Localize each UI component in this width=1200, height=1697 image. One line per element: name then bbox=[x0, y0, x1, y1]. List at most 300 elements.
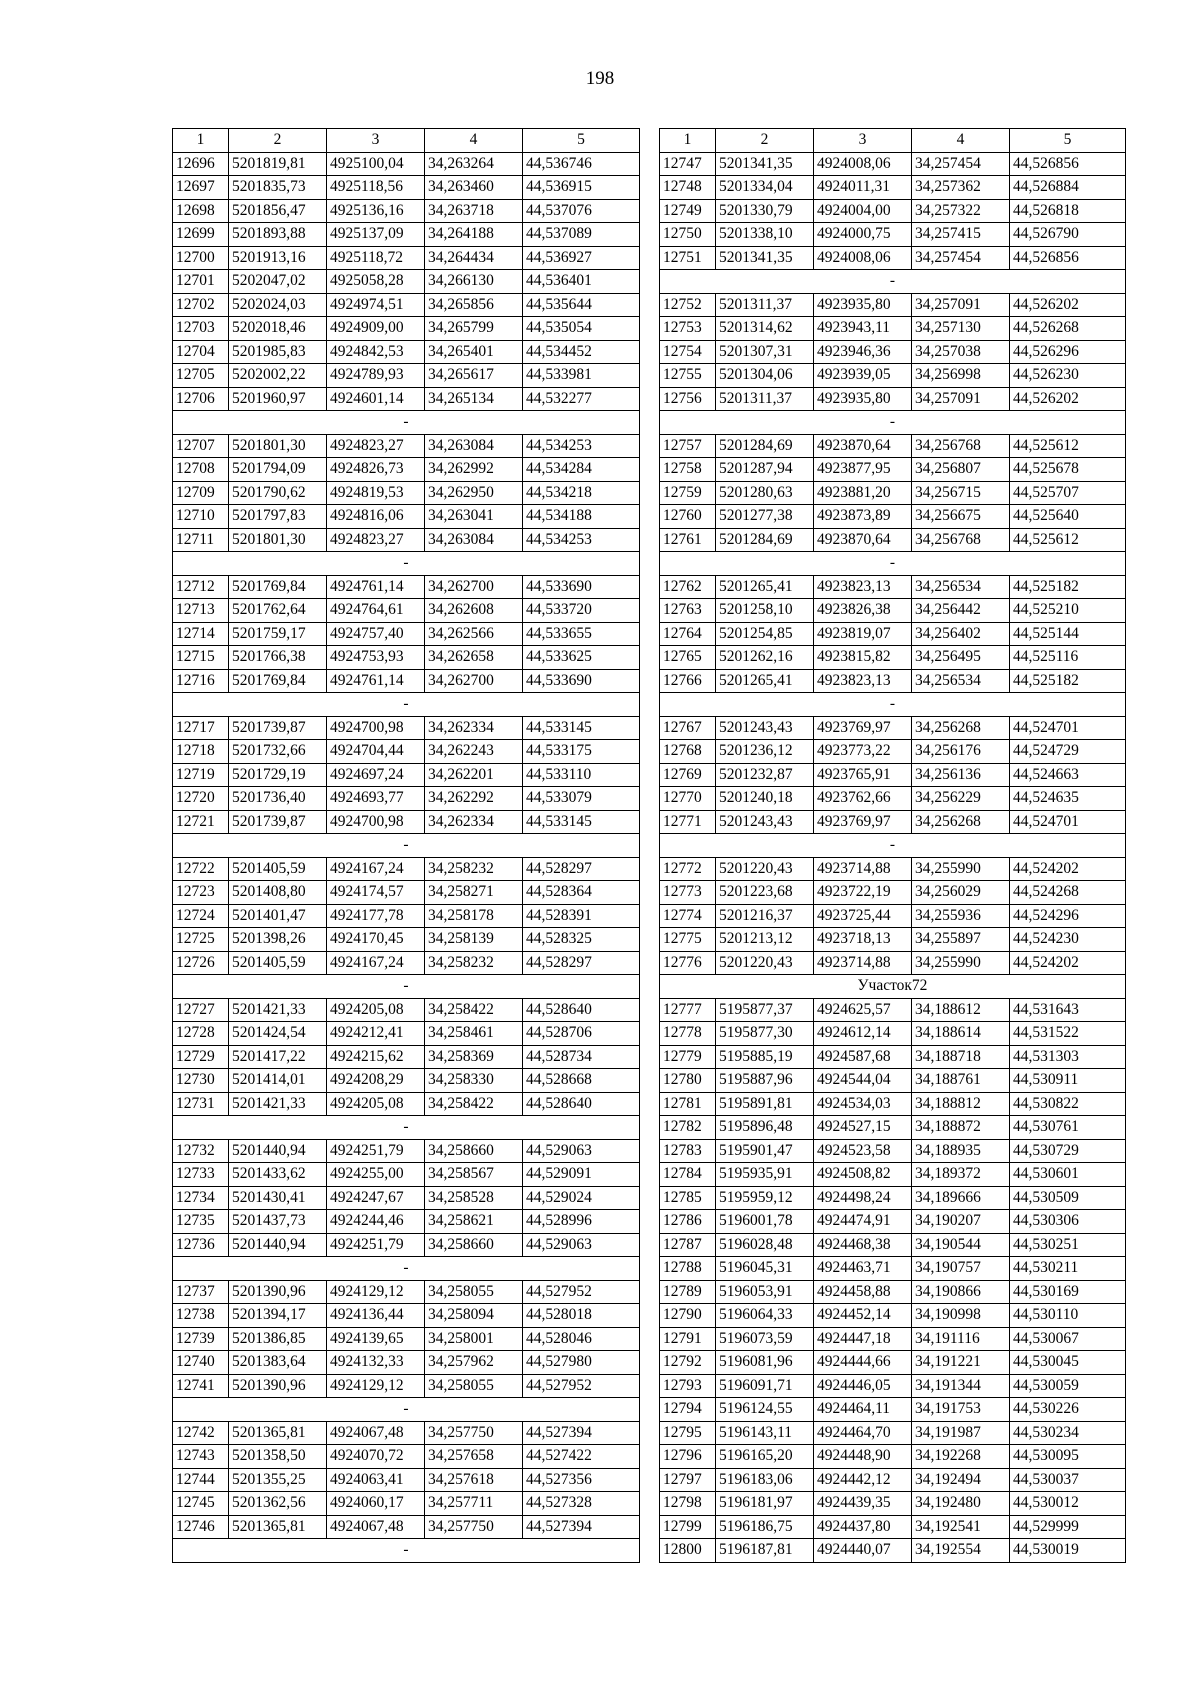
point-number-cell: 12799 bbox=[660, 1515, 716, 1539]
y-coordinate-cell: 4924527,15 bbox=[814, 1116, 912, 1140]
y-coordinate-cell: 4924447,18 bbox=[814, 1327, 912, 1351]
y-coordinate-cell: 4923769,97 bbox=[814, 716, 912, 740]
table-body bbox=[660, 152, 1126, 1562]
latitude-cell: 34,262700 bbox=[425, 669, 523, 693]
latitude-cell: 34,265856 bbox=[425, 293, 523, 317]
table-row bbox=[173, 1304, 640, 1328]
table-row bbox=[660, 951, 1126, 975]
longitude-cell: 44,533110 bbox=[523, 763, 640, 787]
y-coordinate-cell: 4924247,67 bbox=[327, 1186, 425, 1210]
x-coordinate-cell: 5196143,11 bbox=[716, 1421, 814, 1445]
latitude-cell: 34,256176 bbox=[912, 740, 1010, 764]
x-coordinate-cell: 5201985,83 bbox=[229, 340, 327, 364]
table-row bbox=[660, 1257, 1126, 1281]
x-coordinate-cell: 5201365,81 bbox=[229, 1515, 327, 1539]
table-row bbox=[660, 1304, 1126, 1328]
longitude-cell: 44,527356 bbox=[523, 1468, 640, 1492]
longitude-cell: 44,530911 bbox=[1010, 1069, 1126, 1093]
latitude-cell: 34,262608 bbox=[425, 599, 523, 623]
longitude-cell: 44,526856 bbox=[1010, 152, 1126, 176]
longitude-cell: 44,530019 bbox=[1010, 1539, 1126, 1563]
separator-row bbox=[173, 693, 640, 717]
point-number-cell: 12723 bbox=[173, 881, 229, 905]
x-coordinate-cell: 5196053,91 bbox=[716, 1280, 814, 1304]
longitude-cell: 44,528018 bbox=[523, 1304, 640, 1328]
latitude-cell: 34,256029 bbox=[912, 881, 1010, 905]
x-coordinate-cell: 5201254,85 bbox=[716, 622, 814, 646]
longitude-cell: 44,528364 bbox=[523, 881, 640, 905]
point-number-cell: 12765 bbox=[660, 646, 716, 670]
table-row bbox=[660, 904, 1126, 928]
point-number-cell: 12755 bbox=[660, 364, 716, 388]
table-row bbox=[173, 646, 640, 670]
x-coordinate-cell: 5201232,87 bbox=[716, 763, 814, 787]
longitude-cell: 44,527952 bbox=[523, 1280, 640, 1304]
latitude-cell: 34,257750 bbox=[425, 1515, 523, 1539]
y-coordinate-cell: 4924842,53 bbox=[327, 340, 425, 364]
x-coordinate-cell: 5201220,43 bbox=[716, 857, 814, 881]
y-coordinate-cell: 4924060,17 bbox=[327, 1492, 425, 1516]
latitude-cell: 34,189372 bbox=[912, 1163, 1010, 1187]
table-row bbox=[173, 505, 640, 529]
x-coordinate-cell: 5201386,85 bbox=[229, 1327, 327, 1351]
x-coordinate-cell: 5196186,75 bbox=[716, 1515, 814, 1539]
x-coordinate-cell: 5201220,43 bbox=[716, 951, 814, 975]
x-coordinate-cell: 5201732,66 bbox=[229, 740, 327, 764]
y-coordinate-cell: 4923935,80 bbox=[814, 293, 912, 317]
latitude-cell: 34,192480 bbox=[912, 1492, 1010, 1516]
longitude-cell: 44,529063 bbox=[523, 1139, 640, 1163]
latitude-cell: 34,257091 bbox=[912, 293, 1010, 317]
y-coordinate-cell: 4925136,16 bbox=[327, 199, 425, 223]
longitude-cell: 44,530822 bbox=[1010, 1092, 1126, 1116]
y-coordinate-cell: 4924170,45 bbox=[327, 928, 425, 952]
table-body bbox=[173, 152, 640, 1562]
point-number-cell: 12721 bbox=[173, 810, 229, 834]
x-coordinate-cell: 5201258,10 bbox=[716, 599, 814, 623]
table-row bbox=[660, 1210, 1126, 1234]
y-coordinate-cell: 4923881,20 bbox=[814, 481, 912, 505]
table-row bbox=[173, 1374, 640, 1398]
point-number-cell: 12737 bbox=[173, 1280, 229, 1304]
table-row bbox=[173, 998, 640, 1022]
latitude-cell: 34,262658 bbox=[425, 646, 523, 670]
table-row bbox=[173, 223, 640, 247]
latitude-cell: 34,255990 bbox=[912, 951, 1010, 975]
x-coordinate-cell: 5201243,43 bbox=[716, 810, 814, 834]
point-number-cell: 12698 bbox=[173, 199, 229, 223]
latitude-cell: 34,258330 bbox=[425, 1069, 523, 1093]
longitude-cell: 44,531643 bbox=[1010, 998, 1126, 1022]
x-coordinate-cell: 5201408,80 bbox=[229, 881, 327, 905]
x-coordinate-cell: 5202047,02 bbox=[229, 270, 327, 294]
x-coordinate-cell: 5201243,43 bbox=[716, 716, 814, 740]
separator-cell: - bbox=[173, 1257, 640, 1281]
longitude-cell: 44,527952 bbox=[523, 1374, 640, 1398]
point-number-cell: 12781 bbox=[660, 1092, 716, 1116]
point-number-cell: 12741 bbox=[173, 1374, 229, 1398]
y-coordinate-cell: 4923714,88 bbox=[814, 857, 912, 881]
longitude-cell: 44,528325 bbox=[523, 928, 640, 952]
point-number-cell: 12735 bbox=[173, 1210, 229, 1234]
table-row bbox=[660, 575, 1126, 599]
y-coordinate-cell: 4924004,00 bbox=[814, 199, 912, 223]
longitude-cell: 44,524230 bbox=[1010, 928, 1126, 952]
y-coordinate-cell: 4924167,24 bbox=[327, 857, 425, 881]
separator-cell: - bbox=[173, 1539, 640, 1563]
x-coordinate-cell: 5201405,59 bbox=[229, 857, 327, 881]
y-coordinate-cell: 4924167,24 bbox=[327, 951, 425, 975]
x-coordinate-cell: 5201794,09 bbox=[229, 458, 327, 482]
x-coordinate-cell: 5201913,16 bbox=[229, 246, 327, 270]
y-coordinate-cell: 4924439,35 bbox=[814, 1492, 912, 1516]
separator-cell: - bbox=[173, 411, 640, 435]
table-row bbox=[660, 458, 1126, 482]
x-coordinate-cell: 5201341,35 bbox=[716, 246, 814, 270]
longitude-cell: 44,525210 bbox=[1010, 599, 1126, 623]
table-row bbox=[173, 176, 640, 200]
table-row bbox=[660, 763, 1126, 787]
point-number-cell: 12768 bbox=[660, 740, 716, 764]
table-row bbox=[173, 481, 640, 505]
y-coordinate-cell: 4924458,88 bbox=[814, 1280, 912, 1304]
table-row bbox=[660, 599, 1126, 623]
longitude-cell: 44,532277 bbox=[523, 387, 640, 411]
x-coordinate-cell: 5201437,73 bbox=[229, 1210, 327, 1234]
latitude-cell: 34,258461 bbox=[425, 1022, 523, 1046]
longitude-cell: 44,530059 bbox=[1010, 1374, 1126, 1398]
x-coordinate-cell: 5195887,96 bbox=[716, 1069, 814, 1093]
x-coordinate-cell: 5202024,03 bbox=[229, 293, 327, 317]
latitude-cell: 34,191753 bbox=[912, 1398, 1010, 1422]
longitude-cell: 44,525144 bbox=[1010, 622, 1126, 646]
longitude-cell: 44,530169 bbox=[1010, 1280, 1126, 1304]
coordinates-table-left bbox=[172, 128, 640, 1563]
point-number-cell: 12713 bbox=[173, 599, 229, 623]
point-number-cell: 12746 bbox=[173, 1515, 229, 1539]
table-row bbox=[173, 1186, 640, 1210]
latitude-cell: 34,256268 bbox=[912, 716, 1010, 740]
table-row bbox=[660, 1515, 1126, 1539]
separator-row bbox=[173, 975, 640, 999]
point-number-cell: 12716 bbox=[173, 669, 229, 693]
latitude-cell: 34,265401 bbox=[425, 340, 523, 364]
x-coordinate-cell: 5195885,19 bbox=[716, 1045, 814, 1069]
x-coordinate-cell: 5195901,47 bbox=[716, 1139, 814, 1163]
point-number-cell: 12740 bbox=[173, 1351, 229, 1375]
table-row bbox=[660, 1398, 1126, 1422]
longitude-cell: 44,526296 bbox=[1010, 340, 1126, 364]
point-number-cell: 12719 bbox=[173, 763, 229, 787]
point-number-cell: 12748 bbox=[660, 176, 716, 200]
table-row bbox=[660, 387, 1126, 411]
y-coordinate-cell: 4924508,82 bbox=[814, 1163, 912, 1187]
longitude-cell: 44,525182 bbox=[1010, 575, 1126, 599]
longitude-cell: 44,537076 bbox=[523, 199, 640, 223]
longitude-cell: 44,530067 bbox=[1010, 1327, 1126, 1351]
x-coordinate-cell: 5195877,37 bbox=[716, 998, 814, 1022]
separator-row bbox=[173, 552, 640, 576]
table-header bbox=[173, 129, 640, 153]
latitude-cell: 34,188612 bbox=[912, 998, 1010, 1022]
y-coordinate-cell: 4923762,66 bbox=[814, 787, 912, 811]
longitude-cell: 44,528391 bbox=[523, 904, 640, 928]
table-row bbox=[173, 1163, 640, 1187]
longitude-cell: 44,525182 bbox=[1010, 669, 1126, 693]
table-row bbox=[173, 716, 640, 740]
x-coordinate-cell: 5196001,78 bbox=[716, 1210, 814, 1234]
longitude-cell: 44,529063 bbox=[523, 1233, 640, 1257]
y-coordinate-cell: 4924761,14 bbox=[327, 575, 425, 599]
y-coordinate-cell: 4924468,38 bbox=[814, 1233, 912, 1257]
separator-row bbox=[660, 411, 1126, 435]
longitude-cell: 44,525678 bbox=[1010, 458, 1126, 482]
x-coordinate-cell: 5195896,48 bbox=[716, 1116, 814, 1140]
longitude-cell: 44,530761 bbox=[1010, 1116, 1126, 1140]
longitude-cell: 44,530211 bbox=[1010, 1257, 1126, 1281]
y-coordinate-cell: 4923769,97 bbox=[814, 810, 912, 834]
longitude-cell: 44,528297 bbox=[523, 857, 640, 881]
x-coordinate-cell: 5201311,37 bbox=[716, 293, 814, 317]
table-row bbox=[660, 881, 1126, 905]
point-number-cell: 12701 bbox=[173, 270, 229, 294]
point-number-cell: 12736 bbox=[173, 1233, 229, 1257]
table-row bbox=[660, 998, 1126, 1022]
x-coordinate-cell: 5201405,59 bbox=[229, 951, 327, 975]
y-coordinate-cell: 4924764,61 bbox=[327, 599, 425, 623]
x-coordinate-cell: 5196091,71 bbox=[716, 1374, 814, 1398]
x-coordinate-cell: 5201440,94 bbox=[229, 1139, 327, 1163]
longitude-cell: 44,527422 bbox=[523, 1445, 640, 1469]
y-coordinate-cell: 4923725,44 bbox=[814, 904, 912, 928]
table-row bbox=[660, 528, 1126, 552]
longitude-cell: 44,530095 bbox=[1010, 1445, 1126, 1469]
latitude-cell: 34,262566 bbox=[425, 622, 523, 646]
longitude-cell: 44,529091 bbox=[523, 1163, 640, 1187]
table-row bbox=[660, 646, 1126, 670]
y-coordinate-cell: 4924437,80 bbox=[814, 1515, 912, 1539]
point-number-cell: 12733 bbox=[173, 1163, 229, 1187]
latitude-cell: 34,256442 bbox=[912, 599, 1010, 623]
separator-cell: - bbox=[660, 552, 1126, 576]
latitude-cell: 34,191987 bbox=[912, 1421, 1010, 1445]
longitude-cell: 44,531303 bbox=[1010, 1045, 1126, 1069]
longitude-cell: 44,533981 bbox=[523, 364, 640, 388]
point-number-cell: 12761 bbox=[660, 528, 716, 552]
latitude-cell: 34,188614 bbox=[912, 1022, 1010, 1046]
point-number-cell: 12702 bbox=[173, 293, 229, 317]
longitude-cell: 44,530234 bbox=[1010, 1421, 1126, 1445]
table-row bbox=[660, 434, 1126, 458]
latitude-cell: 34,266130 bbox=[425, 270, 523, 294]
latitude-cell: 34,265799 bbox=[425, 317, 523, 341]
y-coordinate-cell: 4923873,89 bbox=[814, 505, 912, 529]
table-row bbox=[173, 1022, 640, 1046]
x-coordinate-cell: 5201736,40 bbox=[229, 787, 327, 811]
table-row bbox=[660, 740, 1126, 764]
table-row bbox=[660, 1233, 1126, 1257]
column-header: 2 bbox=[229, 129, 327, 153]
longitude-cell: 44,525116 bbox=[1010, 646, 1126, 670]
y-coordinate-cell: 4924826,73 bbox=[327, 458, 425, 482]
point-number-cell: 12717 bbox=[173, 716, 229, 740]
y-coordinate-cell: 4924544,04 bbox=[814, 1069, 912, 1093]
x-coordinate-cell: 5201287,94 bbox=[716, 458, 814, 482]
point-number-cell: 12756 bbox=[660, 387, 716, 411]
table-row bbox=[173, 270, 640, 294]
latitude-cell: 34,192554 bbox=[912, 1539, 1010, 1563]
latitude-cell: 34,256268 bbox=[912, 810, 1010, 834]
x-coordinate-cell: 5196081,96 bbox=[716, 1351, 814, 1375]
table-row bbox=[173, 669, 640, 693]
x-coordinate-cell: 5196187,81 bbox=[716, 1539, 814, 1563]
y-coordinate-cell: 4924212,41 bbox=[327, 1022, 425, 1046]
latitude-cell: 34,257618 bbox=[425, 1468, 523, 1492]
x-coordinate-cell: 5201440,94 bbox=[229, 1233, 327, 1257]
latitude-cell: 34,258178 bbox=[425, 904, 523, 928]
y-coordinate-cell: 4924251,79 bbox=[327, 1139, 425, 1163]
x-coordinate-cell: 5201277,38 bbox=[716, 505, 814, 529]
longitude-cell: 44,527328 bbox=[523, 1492, 640, 1516]
x-coordinate-cell: 5202018,46 bbox=[229, 317, 327, 341]
x-coordinate-cell: 5201262,16 bbox=[716, 646, 814, 670]
latitude-cell: 34,258232 bbox=[425, 951, 523, 975]
longitude-cell: 44,528046 bbox=[523, 1327, 640, 1351]
longitude-cell: 44,526202 bbox=[1010, 387, 1126, 411]
x-coordinate-cell: 5196045,31 bbox=[716, 1257, 814, 1281]
y-coordinate-cell: 4924534,03 bbox=[814, 1092, 912, 1116]
table-row bbox=[173, 1210, 640, 1234]
longitude-cell: 44,530601 bbox=[1010, 1163, 1126, 1187]
y-coordinate-cell: 4925137,09 bbox=[327, 223, 425, 247]
latitude-cell: 34,262334 bbox=[425, 716, 523, 740]
point-number-cell: 12752 bbox=[660, 293, 716, 317]
x-coordinate-cell: 5201417,22 bbox=[229, 1045, 327, 1069]
latitude-cell: 34,257454 bbox=[912, 152, 1010, 176]
x-coordinate-cell: 5201739,87 bbox=[229, 716, 327, 740]
table-row bbox=[660, 1163, 1126, 1187]
table-row bbox=[660, 176, 1126, 200]
table-row bbox=[660, 1069, 1126, 1093]
longitude-cell: 44,526856 bbox=[1010, 246, 1126, 270]
y-coordinate-cell: 4924757,40 bbox=[327, 622, 425, 646]
point-number-cell: 12715 bbox=[173, 646, 229, 670]
latitude-cell: 34,192541 bbox=[912, 1515, 1010, 1539]
longitude-cell: 44,531522 bbox=[1010, 1022, 1126, 1046]
table-row bbox=[173, 857, 640, 881]
x-coordinate-cell: 5201358,50 bbox=[229, 1445, 327, 1469]
x-coordinate-cell: 5195891,81 bbox=[716, 1092, 814, 1116]
point-number-cell: 12762 bbox=[660, 575, 716, 599]
latitude-cell: 34,258055 bbox=[425, 1374, 523, 1398]
point-number-cell: 12769 bbox=[660, 763, 716, 787]
y-coordinate-cell: 4924697,24 bbox=[327, 763, 425, 787]
point-number-cell: 12727 bbox=[173, 998, 229, 1022]
latitude-cell: 34,263084 bbox=[425, 434, 523, 458]
table-row bbox=[660, 317, 1126, 341]
point-number-cell: 12780 bbox=[660, 1069, 716, 1093]
latitude-cell: 34,257962 bbox=[425, 1351, 523, 1375]
point-number-cell: 12785 bbox=[660, 1186, 716, 1210]
longitude-cell: 44,534284 bbox=[523, 458, 640, 482]
y-coordinate-cell: 4924139,65 bbox=[327, 1327, 425, 1351]
column-header: 3 bbox=[814, 129, 912, 153]
x-coordinate-cell: 5201390,96 bbox=[229, 1280, 327, 1304]
latitude-cell: 34,255897 bbox=[912, 928, 1010, 952]
longitude-cell: 44,530729 bbox=[1010, 1139, 1126, 1163]
table-row bbox=[173, 1092, 640, 1116]
y-coordinate-cell: 4924464,11 bbox=[814, 1398, 912, 1422]
table-row bbox=[173, 599, 640, 623]
latitude-cell: 34,188812 bbox=[912, 1092, 1010, 1116]
y-coordinate-cell: 4923819,07 bbox=[814, 622, 912, 646]
x-coordinate-cell: 5201856,47 bbox=[229, 199, 327, 223]
table-row bbox=[173, 1492, 640, 1516]
point-number-cell: 12783 bbox=[660, 1139, 716, 1163]
longitude-cell: 44,533079 bbox=[523, 787, 640, 811]
table-row bbox=[660, 1116, 1126, 1140]
point-number-cell: 12791 bbox=[660, 1327, 716, 1351]
point-number-cell: 12711 bbox=[173, 528, 229, 552]
y-coordinate-cell: 4924011,31 bbox=[814, 176, 912, 200]
latitude-cell: 34,263041 bbox=[425, 505, 523, 529]
y-coordinate-cell: 4923877,95 bbox=[814, 458, 912, 482]
table-row bbox=[660, 810, 1126, 834]
longitude-cell: 44,530037 bbox=[1010, 1468, 1126, 1492]
y-coordinate-cell: 4924498,24 bbox=[814, 1186, 912, 1210]
x-coordinate-cell: 5201819,81 bbox=[229, 152, 327, 176]
table-row bbox=[660, 1022, 1126, 1046]
latitude-cell: 34,190866 bbox=[912, 1280, 1010, 1304]
latitude-cell: 34,256136 bbox=[912, 763, 1010, 787]
table-row bbox=[660, 1351, 1126, 1375]
x-coordinate-cell: 5201236,12 bbox=[716, 740, 814, 764]
x-coordinate-cell: 5201424,54 bbox=[229, 1022, 327, 1046]
table-row bbox=[173, 575, 640, 599]
y-coordinate-cell: 4924070,72 bbox=[327, 1445, 425, 1469]
latitude-cell: 34,255936 bbox=[912, 904, 1010, 928]
table-row bbox=[660, 223, 1126, 247]
point-number-cell: 12767 bbox=[660, 716, 716, 740]
point-number-cell: 12787 bbox=[660, 1233, 716, 1257]
longitude-cell: 44,525707 bbox=[1010, 481, 1126, 505]
latitude-cell: 34,258001 bbox=[425, 1327, 523, 1351]
point-number-cell: 12699 bbox=[173, 223, 229, 247]
y-coordinate-cell: 4923870,64 bbox=[814, 528, 912, 552]
latitude-cell: 34,265617 bbox=[425, 364, 523, 388]
table-row bbox=[173, 740, 640, 764]
y-coordinate-cell: 4924008,06 bbox=[814, 152, 912, 176]
column-header: 4 bbox=[425, 129, 523, 153]
latitude-cell: 34,256715 bbox=[912, 481, 1010, 505]
x-coordinate-cell: 5201394,17 bbox=[229, 1304, 327, 1328]
latitude-cell: 34,262201 bbox=[425, 763, 523, 787]
latitude-cell: 34,258567 bbox=[425, 1163, 523, 1187]
table-row bbox=[660, 669, 1126, 693]
longitude-cell: 44,524701 bbox=[1010, 810, 1126, 834]
y-coordinate-cell: 4924823,27 bbox=[327, 434, 425, 458]
y-coordinate-cell: 4924612,14 bbox=[814, 1022, 912, 1046]
separator-cell: - bbox=[660, 411, 1126, 435]
latitude-cell: 34,263718 bbox=[425, 199, 523, 223]
longitude-cell: 44,533175 bbox=[523, 740, 640, 764]
y-coordinate-cell: 4924819,53 bbox=[327, 481, 425, 505]
y-coordinate-cell: 4923939,05 bbox=[814, 364, 912, 388]
y-coordinate-cell: 4924215,62 bbox=[327, 1045, 425, 1069]
y-coordinate-cell: 4924464,70 bbox=[814, 1421, 912, 1445]
latitude-cell: 34,258621 bbox=[425, 1210, 523, 1234]
longitude-cell: 44,533690 bbox=[523, 669, 640, 693]
